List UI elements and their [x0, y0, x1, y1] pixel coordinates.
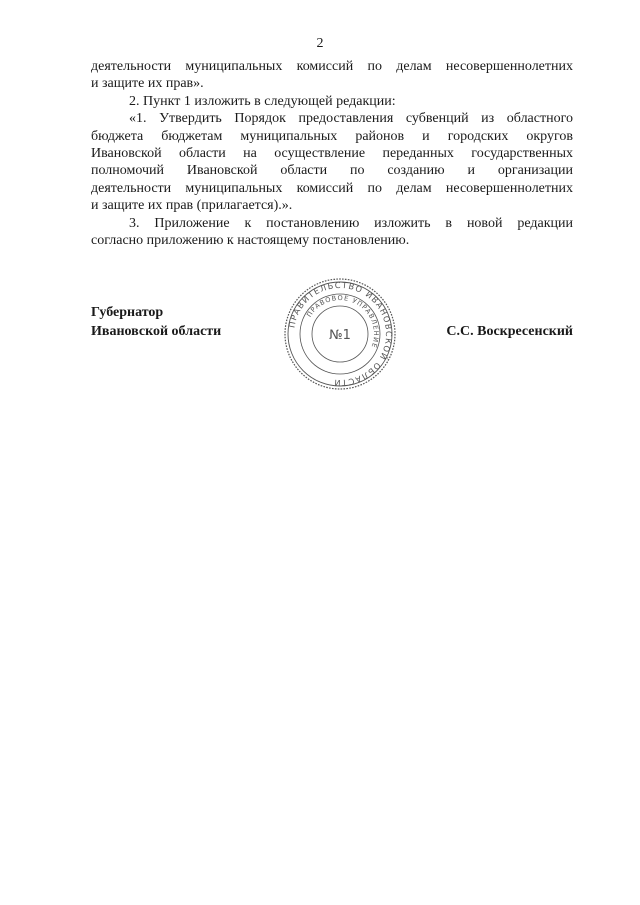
- seal-outer-text-path: ПРАВИТЕЛЬСТВО ИВАНОВСКОЙ ОБЛАСТИ: [286, 279, 395, 389]
- paragraph-item-2: [91, 93, 573, 110]
- text-line: согласно приложению к настоящему постановлению.: [91, 232, 410, 248]
- text-line: 3. Приложение к постановлению изложить в новой редакции: [129, 215, 573, 231]
- signatory-name: С.С. Воскресенский: [446, 324, 573, 339]
- page-number: 2: [316, 36, 324, 51]
- text-line: деятельности муниципальных комиссий по делам несовершеннолетних: [91, 59, 573, 74]
- text-line: Ивановской области на осуществление переданных государственных: [91, 145, 573, 161]
- paragraph-new-wording: [91, 110, 573, 214]
- text-line: бюджета бюджетам муниципальных районов и городских округов: [91, 128, 573, 144]
- seal-inner-text-path: ПРАВОВОЕ УПРАВЛЕНИЕ: [305, 293, 381, 350]
- paragraph-continuation: [91, 58, 573, 93]
- text-line: и защите их прав (прилагается).».: [91, 198, 293, 214]
- signatory-title-line: Губернатор: [91, 305, 164, 320]
- document-body: [91, 58, 573, 249]
- text-line: деятельности муниципальных комиссий по делам несовершеннолетних: [91, 180, 573, 196]
- official-seal: [282, 276, 398, 392]
- text-line: «1. Утвердить Порядок предоставления субвенций из областного: [129, 111, 573, 127]
- paragraph-item-3: [91, 215, 573, 250]
- text-line: и защите их прав».: [91, 76, 204, 92]
- seal-number: №1: [329, 328, 351, 343]
- text-line: полномочий Ивановской области по созданию и организации: [91, 163, 573, 179]
- signatory-title-line: Ивановской области: [91, 324, 222, 339]
- text-line: 2. Пункт 1 изложить в следующей редакции:: [129, 93, 396, 109]
- signatory-title: [91, 303, 221, 341]
- signature-block: [91, 279, 573, 393]
